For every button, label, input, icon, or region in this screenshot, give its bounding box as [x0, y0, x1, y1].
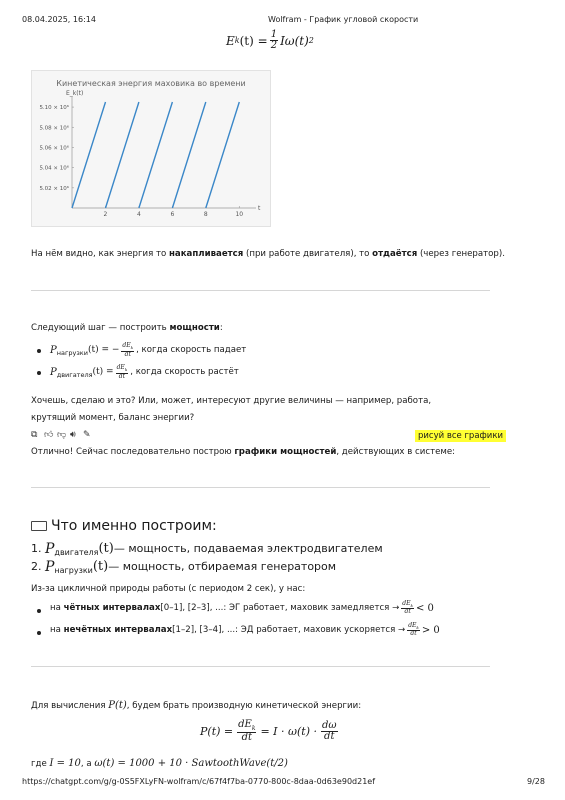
- x-tick-label: 8: [203, 211, 208, 218]
- edit-icon[interactable]: ✎: [83, 430, 91, 440]
- x-tick-label: 10: [235, 211, 244, 218]
- paragraph-derivative: Для вычисления P(t), будем брать производную кинетической энергии:: [31, 700, 362, 711]
- paragraph-cyclic: Из-за цикличной природы работы (с периодом 2 сек), у нас:: [31, 584, 306, 594]
- chart-y-label: E_k(t): [66, 90, 84, 97]
- x-tick-label: 4: [136, 211, 141, 218]
- print-url: https://chatgpt.com/g/g-0S5FXLyFN-wolfram/c/67f4f7ba-0770-800c-8daa-0d63e90d21ef: [22, 777, 376, 786]
- read-aloud-icon[interactable]: 🔊︎: [70, 430, 76, 440]
- y-tick-label: 5.06 × 10⁶: [39, 145, 69, 152]
- x-tick-label: 6: [170, 211, 175, 218]
- chart-title: Кинетическая энергия маховика во времени: [56, 79, 246, 88]
- user-message: рисуй все графики: [415, 430, 506, 442]
- divider: [31, 666, 490, 667]
- paragraph-energy-explanation: На нём видно, как энергия то накапливается (при работе двигателя), то отдаётся (через генератор).: [31, 249, 505, 259]
- divider: [31, 487, 490, 488]
- list-item-motor: 1. P $_{двигателя}$ (t) — мощность, подаваемая электродвигателем: [31, 540, 383, 557]
- thumbs-up-icon[interactable]: 👍︎: [44, 430, 54, 440]
- y-tick-label: 5.08 × 10⁶: [39, 125, 69, 132]
- thumbs-down-icon[interactable]: 👎︎: [57, 430, 67, 440]
- chart-series-line: [72, 102, 239, 208]
- section-heading: Что именно построим:: [31, 518, 217, 534]
- message-actions: [31, 430, 96, 440]
- bullet: [37, 631, 41, 635]
- y-tick-label: 5.10 × 10⁶: [39, 105, 69, 112]
- list-item-even-intervals: на чётных интервалах [0–1], [2–3], ...: ЭГ работает, маховик замедляется → $\frac{dE_k}{dt}$ < 0: [50, 600, 434, 616]
- y-tick-label: 5.04 × 10⁶: [39, 165, 69, 172]
- print-page-number: 9/28: [527, 777, 545, 786]
- chart-x-label: t: [258, 205, 261, 212]
- list-item-motor-power: P $_{двигателя}$ (t) = $\frac{dE_k}{dt}$ , когда скорость растёт: [50, 364, 239, 380]
- paragraph-offer: Хочешь, сделаю и это? Или, может, интересуют другие величины — например, работа, крутящий момент, баланс энергии?: [31, 396, 432, 423]
- print-title: Wolfram - График угловой скорости: [268, 15, 419, 24]
- bullet: [37, 349, 41, 353]
- y-tick-label: 5.02 × 10⁶: [39, 185, 69, 192]
- print-datetime: 08.04.2025, 16:14: [22, 15, 96, 24]
- paragraph-start-plotting: Отлично! Сейчас последовательно построю графики мощностей, действующих в системе:: [31, 447, 456, 457]
- bullet: [37, 609, 41, 613]
- x-tick-label: 2: [103, 211, 108, 218]
- list-item-generator: 2. P $_{нагрузки}$ (t) — мощность, отбираемая генератором: [31, 558, 337, 575]
- list-item-load-power: P $_{нагрузки}$ (t) = − $\frac{dE_k}{dt}$ , когда скорость падает: [50, 342, 247, 358]
- keyboard-icon: [31, 521, 47, 531]
- divider: [31, 290, 490, 291]
- kinetic-energy-formula: E k (t) = $\frac{1}{2}$ Iω(t) 2: [226, 29, 314, 51]
- paragraph-definitions: где I = 10, а ω(t) = 1000 + 10 · SawtoothWave(t/2): [31, 758, 288, 769]
- bullet: [37, 371, 41, 375]
- list-item-odd-intervals: на нечётных интервалах [1–2], [3–4], ...: ЭД работает, маховик ускоряется → $\frac{dE_k}{dt}$ > 0: [50, 622, 440, 638]
- kinetic-energy-chart: [31, 70, 271, 227]
- paragraph-next-step: Следующий шаг — построить мощности:: [31, 323, 223, 333]
- chart-canvas: [32, 71, 270, 226]
- copy-icon[interactable]: ⧉: [31, 430, 38, 440]
- power-formula: P(t) = $\frac{dE_k}{dt}$ = I · ω(t) · $\frac{d\omega}{dt}$: [200, 719, 337, 743]
